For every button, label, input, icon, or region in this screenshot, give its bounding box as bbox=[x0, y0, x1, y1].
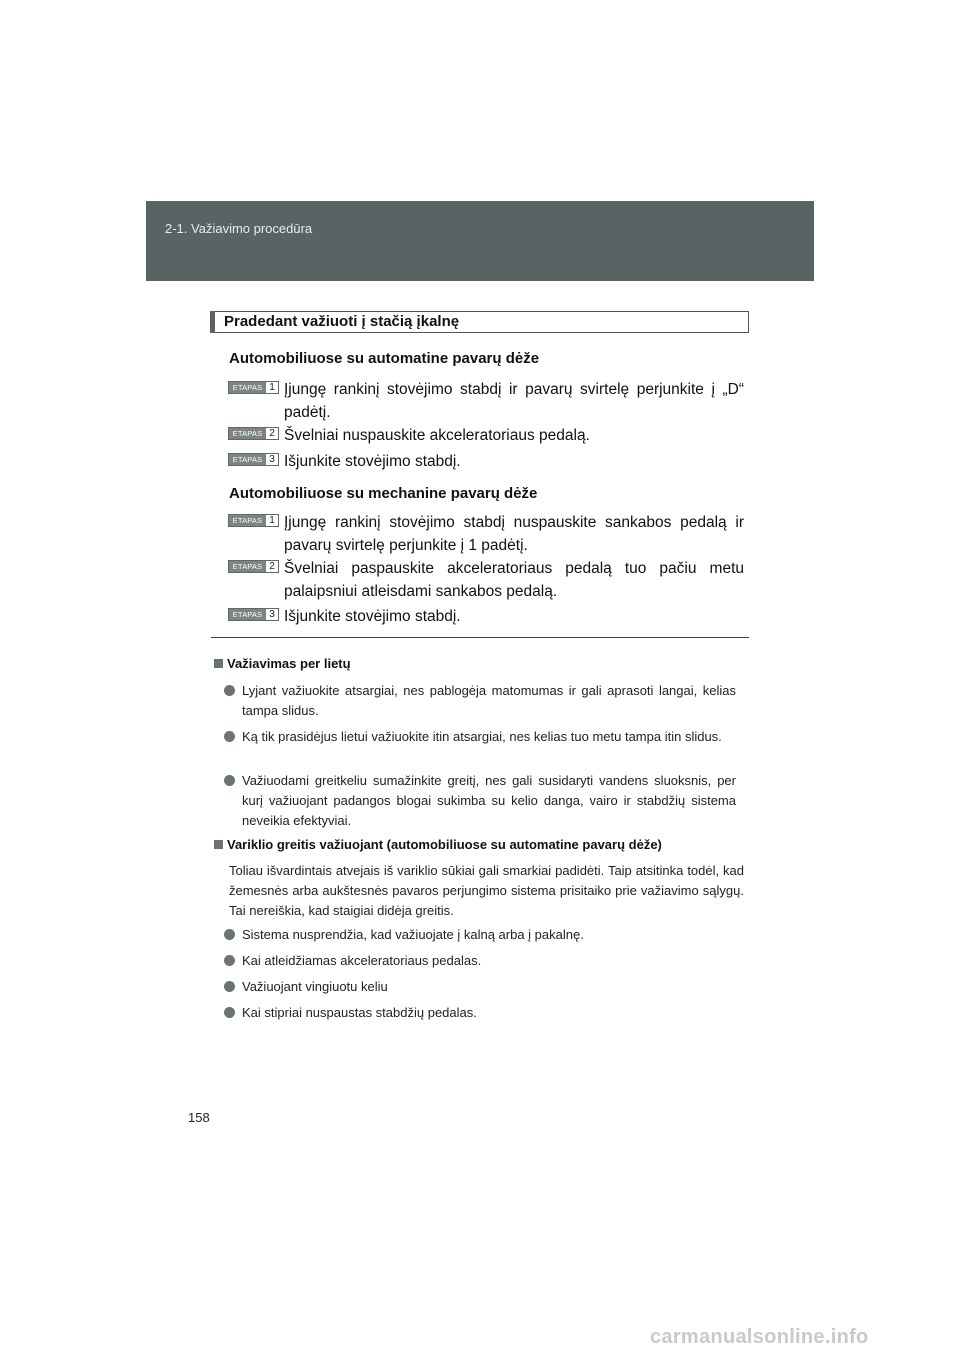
chapter-header bbox=[146, 201, 814, 281]
step-text: Išjunkite stovėjimo stabdį. bbox=[284, 453, 461, 470]
circle-bullet-icon bbox=[224, 1007, 235, 1018]
step-badge: ETAPAS 1 bbox=[228, 381, 279, 394]
step-text: Įjungę rankinį stovėjimo stabdį ir pavarų svirtelę perjunkite į „D“ padėtį. bbox=[284, 381, 744, 421]
step-badge: ETAPAS 2 bbox=[228, 427, 279, 440]
step-text: Švelniai nuspauskite akceleratoriaus pedalą. bbox=[284, 427, 590, 444]
step-badge: ETAPAS 3 bbox=[228, 608, 279, 621]
watermark: carmanualsonline.info bbox=[650, 1326, 869, 1348]
section-title: Pradedant važiuoti į stačią įkalnę bbox=[224, 313, 460, 330]
rain-bullet-3: Važiuodami greitkeliu sumažinkite greitį, nes gali susidaryti vandens sluoksnis, per kurį važiuojant padangos blogai sukimba su kelio danga, vairo ir stabdžių sistema neveikia efektyviai. bbox=[224, 771, 736, 831]
circle-bullet-icon bbox=[224, 775, 235, 786]
engine-note-heading: Variklio greitis važiuojant (automobiliuose su automatine pavarų dėže) bbox=[214, 837, 662, 852]
step-text: Įjungę rankinį stovėjimo stabdį nuspauskite sankabos pedalą ir pavarų svirtelę perjunkite į 1 padėtį. bbox=[284, 514, 744, 554]
engine-bullet-3: Važiuojant vingiuotu keliu bbox=[224, 977, 736, 997]
circle-bullet-icon bbox=[224, 981, 235, 992]
engine-bullet-4: Kai stipriai nuspaustas stabdžių pedalas. bbox=[224, 1003, 736, 1023]
step-badge: ETAPAS 2 bbox=[228, 560, 279, 573]
section-title-box bbox=[210, 311, 749, 333]
circle-bullet-icon bbox=[224, 685, 235, 696]
rain-bullet-1: Lyjant važiuokite atsargiai, nes pablogėja matomumas ir gali aprasoti langai, kelias tampa slidus. bbox=[224, 681, 736, 721]
circle-bullet-icon bbox=[224, 929, 235, 940]
step-text: Švelniai paspauskite akceleratoriaus pedalą tuo pačiu metu palaipsniui atleisdami sankabos pedalą. bbox=[284, 560, 744, 600]
square-bullet-icon bbox=[214, 840, 223, 849]
step-badge: ETAPAS 3 bbox=[228, 453, 279, 466]
circle-bullet-icon bbox=[224, 731, 235, 742]
circle-bullet-icon bbox=[224, 955, 235, 966]
breadcrumb: 2-1. Važiavimo procedūra bbox=[165, 221, 313, 236]
manual-heading: Automobiliuose su mechanine pavarų dėže bbox=[229, 485, 538, 502]
engine-bullet-1: Sistema nusprendžia, kad važiuojate į kalną arba į pakalnę. bbox=[224, 925, 736, 945]
engine-note-paragraph: Toliau išvardintais atvejais iš variklio sūkiai gali smarkiai padidėti. Taip atsitinka todėl, kad žemesnės arba aukštesnės pavaros perjungimo sistema prisitaiko prie važiavimo sąlygų. Tai nereiškia, kad staigiai didėja greitis. bbox=[229, 863, 744, 918]
section-accent-bar bbox=[210, 311, 215, 333]
rain-bullet-2: Ką tik prasidėjus lietui važiuokite itin atsargiai, nes kelias tuo metu tampa itin slidus. bbox=[224, 727, 736, 747]
page-number: 158 bbox=[188, 1110, 210, 1125]
step-badge: ETAPAS 1 bbox=[228, 514, 279, 527]
engine-bullet-2: Kai atleidžiamas akceleratoriaus pedalas. bbox=[224, 951, 736, 971]
section-divider bbox=[211, 637, 749, 638]
square-bullet-icon bbox=[214, 659, 223, 668]
automatic-heading: Automobiliuose su automatine pavarų dėže bbox=[229, 350, 540, 367]
step-text: Išjunkite stovėjimo stabdį. bbox=[284, 608, 461, 625]
rain-note-heading: Važiavimas per lietų bbox=[214, 656, 351, 671]
